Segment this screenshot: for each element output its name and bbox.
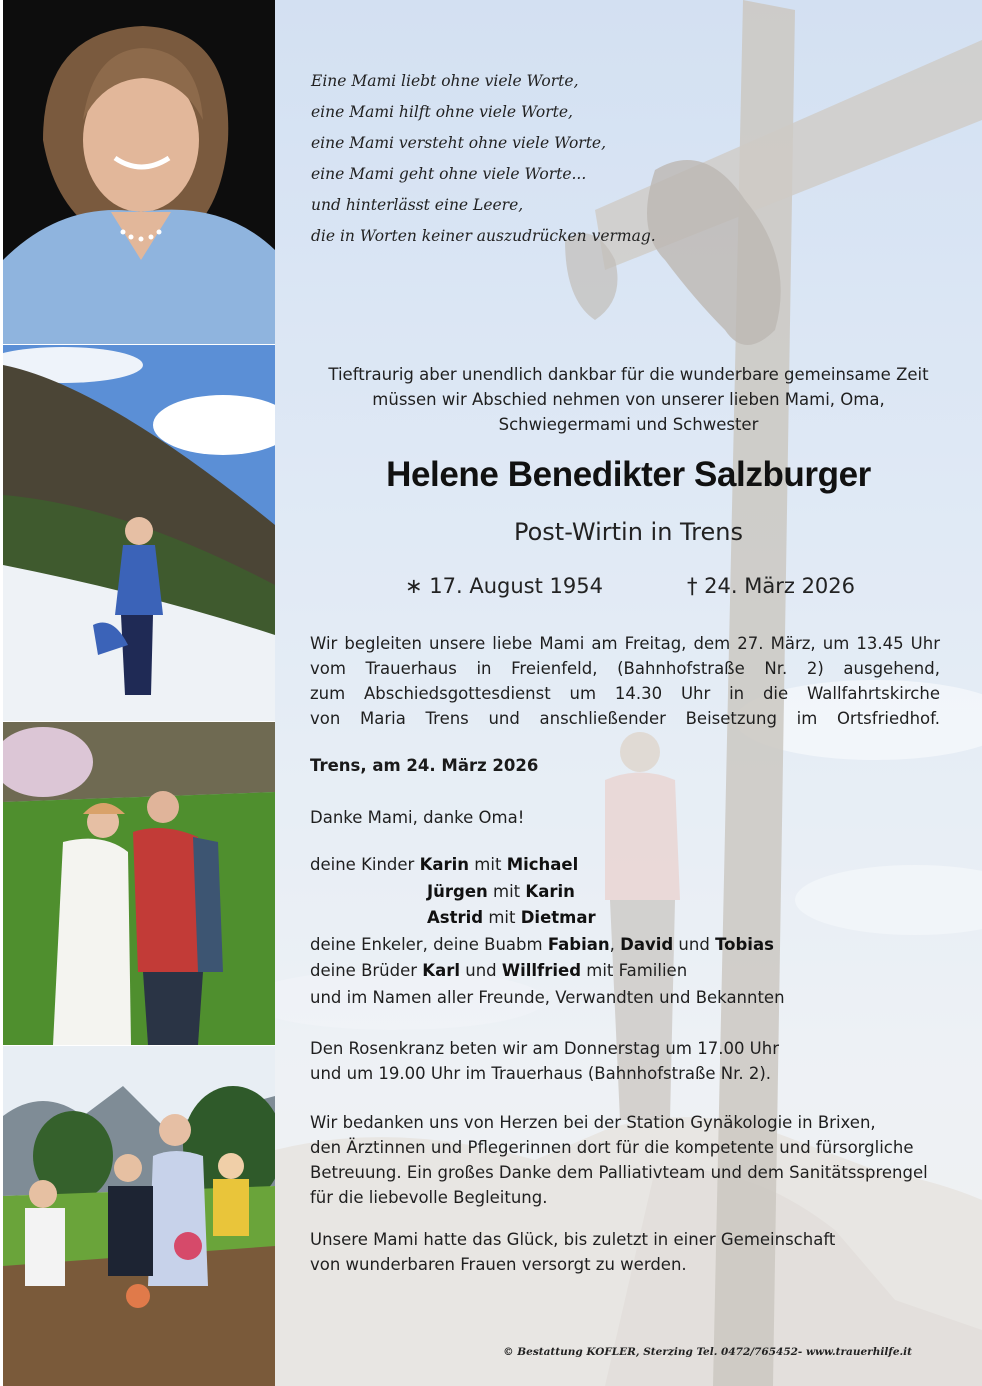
deceased-name: Helene Benedikter Salzburger [386, 455, 871, 494]
funeral-line: von Maria Trens und anschließender Beisetzung im Ortsfriedhof. [310, 709, 940, 728]
family-row-children [310, 852, 785, 879]
gratitude-line: den Ärztinnen und Pflegerinnen dort für die kompetente und fürsorgliche [310, 1138, 914, 1157]
family-row-grandchildren [310, 932, 785, 959]
poem [311, 66, 731, 252]
funeral-line: vom Trauerhaus in Freienfeld, (Bahnhofstraße Nr. 2) ausgehend, [310, 659, 940, 678]
place-date: Trens, am 24. März 2026 [310, 756, 539, 775]
family-text: deine Brüder [310, 961, 423, 980]
closing-line: von wunderbaren Frauen versorgt zu werden. [310, 1255, 687, 1274]
photo-column [3, 0, 275, 1386]
mountain-photo [3, 345, 275, 721]
family-name: Michael [506, 855, 579, 874]
obituary-text [275, 0, 982, 1386]
family-name: Jürgen [427, 881, 488, 901]
birth-date: ∗ 17. August 1954 [405, 574, 603, 598]
family-text: mit Familien [581, 961, 688, 980]
family-text: und [460, 961, 502, 980]
family-list [310, 852, 785, 1011]
intro-line: Schwiegermami und Schwester [498, 415, 759, 434]
poem-line: Eine Mami liebt ohne viele Worte, [311, 72, 579, 90]
rosary-line: Den Rosenkranz beten wir am Donnerstag um 17.00 Uhr [310, 1039, 780, 1058]
gratitude-line: für die liebevolle Begleitung. [310, 1188, 548, 1207]
family-text: und im Namen aller Freunde, Verwandten und Bekannten [310, 987, 785, 1007]
family-photo [3, 1046, 275, 1386]
family-name: Karl [422, 961, 460, 980]
intro-line: müssen wir Abschied nehmen von unserer lieben Mami, Oma, [372, 390, 885, 409]
family-name: Karin [525, 881, 575, 901]
family-name: Fabian [547, 934, 610, 954]
family-text: mit [483, 908, 521, 927]
portrait-photo [3, 0, 275, 344]
family-text: deine Kinder [310, 855, 420, 874]
death-date: † 24. März 2026 [687, 574, 856, 598]
poem-line: eine Mami geht ohne viele Worte... [311, 165, 587, 183]
closing-text [310, 1227, 940, 1277]
family-name: Astrid [427, 908, 484, 927]
gratitude-line: Wir bedanken uns von Herzen bei der Station Gynäkologie in Brixen, [310, 1113, 876, 1132]
gratitude-line: Betreuung. Ein großes Danke dem Palliativteam und dem Sanitätssprengel [310, 1163, 928, 1182]
family-name: Tobias [715, 934, 774, 954]
funeral-line: zum Abschiedsgottesdienst um 14.30 Uhr in die Wallfahrtskirche [310, 684, 940, 703]
family-row-siblings [310, 958, 785, 985]
deceased-title: Post-Wirtin in Trens [513, 518, 744, 546]
family-row-others [310, 985, 785, 1012]
rosary-line: und um 19.00 Uhr im Trauerhaus (Bahnhofstraße Nr. 2). [310, 1064, 772, 1083]
family-text: mit [469, 855, 507, 874]
family-text: , [609, 934, 621, 954]
family-name: Karin [419, 855, 470, 874]
family-name: Willfried [501, 961, 582, 980]
footer-text: © Bestattung KOFLER, Sterzing Tel. 0472/765452- www.trauerhilfe.it [503, 1346, 912, 1358]
family-text: und [673, 934, 716, 954]
thanks-line: Danke Mami, danke Oma! [310, 808, 525, 827]
funeral-line: Wir begleiten unsere liebe Mami am Freitag, dem 27. März, um 13.45 Uhr [310, 634, 940, 653]
intro-line: Tieftraurig aber unendlich dankbar für die wunderbare gemeinsame Zeit [328, 365, 929, 384]
park-photo [3, 722, 275, 1045]
family-name: David [620, 934, 674, 954]
family-row-children [310, 879, 785, 906]
poem-line: die in Worten keiner auszudrücken vermag. [311, 227, 656, 245]
family-row-children [310, 905, 785, 932]
poem-line: eine Mami hilft ohne viele Worte, [311, 103, 573, 121]
family-text: deine Enkeler, deine Buabm [310, 934, 548, 954]
family-name: Dietmar [520, 908, 596, 927]
poem-line: eine Mami versteht ohne viele Worte, [311, 134, 607, 152]
closing-line: Unsere Mami hatte das Glück, bis zuletzt in einer Gemeinschaft [310, 1230, 836, 1249]
family-text: mit [487, 881, 526, 901]
intro-text [275, 362, 982, 437]
funeral-announcement [310, 631, 940, 731]
poem-line: und hinterlässt eine Leere, [311, 196, 524, 214]
gratitude-text [310, 1110, 940, 1210]
footer-credit [275, 1346, 982, 1358]
rosary-announcement [310, 1036, 940, 1086]
